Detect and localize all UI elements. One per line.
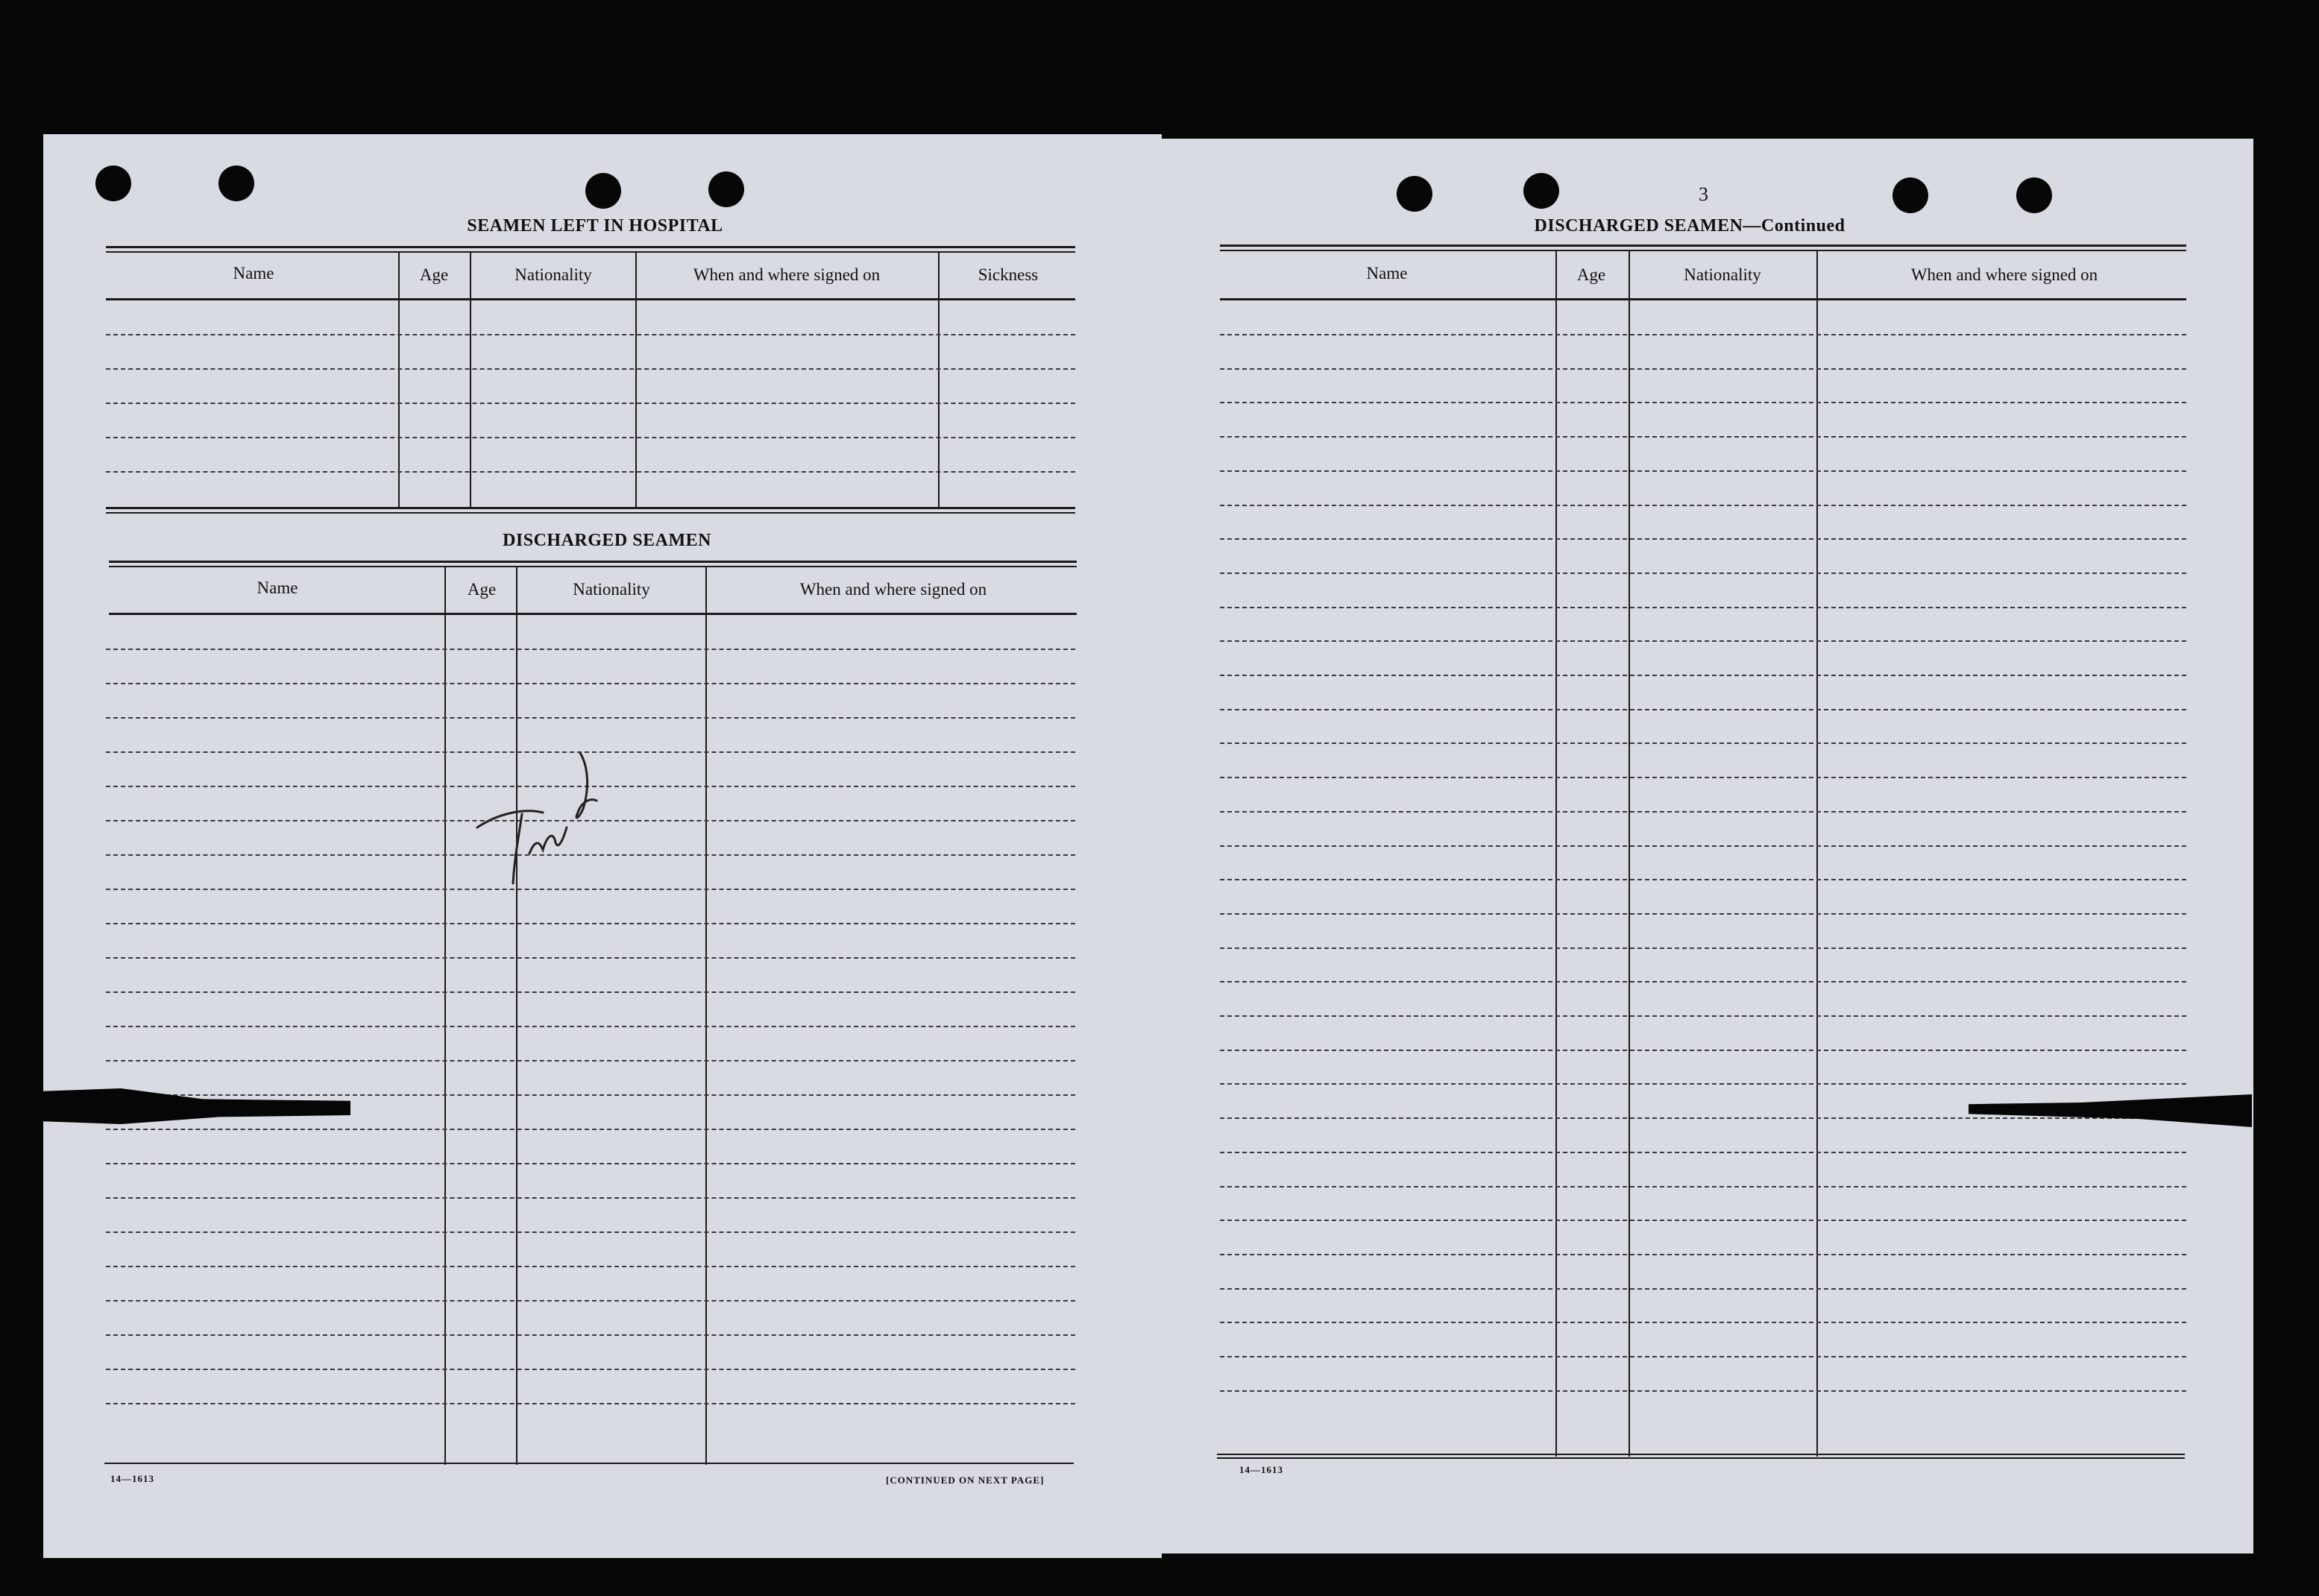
table-bottom-rule bbox=[1217, 1457, 2185, 1459]
entry-line bbox=[106, 368, 1075, 370]
entry-line bbox=[106, 471, 1075, 473]
entry-line bbox=[1220, 640, 2186, 642]
page-number: 3 bbox=[1699, 183, 1708, 205]
column-header-name: Name bbox=[233, 264, 274, 283]
table-top-rule bbox=[106, 251, 1075, 253]
entry-line bbox=[106, 1163, 1075, 1164]
entry-line bbox=[1220, 334, 2186, 335]
entry-line bbox=[1220, 845, 2186, 847]
header-rule bbox=[109, 613, 1077, 615]
entry-line bbox=[1220, 1220, 2186, 1221]
table-bottom-rule bbox=[106, 512, 1075, 514]
entry-line bbox=[106, 1403, 1075, 1404]
table-top-rule bbox=[109, 566, 1077, 567]
form-number: 14—1613 bbox=[1239, 1464, 1283, 1475]
entry-line bbox=[106, 1129, 1075, 1130]
entry-line bbox=[1220, 1015, 2186, 1017]
entry-line bbox=[1220, 947, 2186, 949]
entry-line bbox=[106, 923, 1075, 924]
punch-hole bbox=[2016, 177, 2052, 213]
column-divider bbox=[1555, 250, 1557, 1457]
column-header-nationality: Nationality bbox=[1684, 265, 1761, 284]
entry-line bbox=[1220, 368, 2186, 370]
column-header-age: Age bbox=[419, 265, 449, 284]
entry-line bbox=[1220, 1356, 2186, 1357]
entry-line bbox=[1220, 607, 2186, 608]
form-number: 14—1613 bbox=[110, 1473, 154, 1484]
column-header-sickness: Sickness bbox=[978, 265, 1039, 284]
discharged-continued-title: DISCHARGED SEAMEN—Continued bbox=[1534, 216, 1846, 236]
entry-line bbox=[106, 1197, 1075, 1199]
entry-line bbox=[106, 1060, 1075, 1062]
entry-line bbox=[106, 1266, 1075, 1267]
table-top-rule bbox=[1220, 250, 2186, 251]
table-bottom-rule bbox=[104, 1463, 1074, 1464]
column-header-name: Name bbox=[1366, 264, 1408, 283]
table-top-rule bbox=[109, 561, 1077, 563]
entry-line bbox=[106, 403, 1075, 404]
column-divider bbox=[705, 567, 707, 1465]
entry-line bbox=[1220, 436, 2186, 438]
entry-line bbox=[106, 683, 1075, 684]
entry-line bbox=[106, 717, 1075, 719]
entry-line bbox=[1220, 1186, 2186, 1187]
punch-hole bbox=[708, 171, 744, 207]
handwritten-initials bbox=[470, 738, 619, 895]
punch-hole bbox=[1397, 176, 1432, 212]
entry-line bbox=[1220, 811, 2186, 813]
continued-note: [CONTINUED ON NEXT PAGE] bbox=[886, 1474, 1045, 1486]
entry-line bbox=[106, 1094, 1075, 1096]
column-header-age: Age bbox=[467, 580, 497, 599]
entry-line bbox=[106, 1026, 1075, 1027]
entry-line bbox=[1220, 573, 2186, 574]
entry-line bbox=[106, 1231, 1075, 1233]
entry-line bbox=[106, 1369, 1075, 1370]
column-header-nationality: Nationality bbox=[515, 265, 592, 284]
entry-line bbox=[106, 1300, 1075, 1302]
entry-line bbox=[1220, 1083, 2186, 1085]
entry-line bbox=[1220, 1288, 2186, 1290]
entry-line bbox=[1220, 709, 2186, 710]
entry-line bbox=[106, 991, 1075, 993]
entry-line bbox=[1220, 777, 2186, 778]
column-header-signed-on: When and where signed on bbox=[799, 580, 987, 599]
entry-line bbox=[1220, 913, 2186, 915]
entry-line bbox=[1220, 675, 2186, 676]
column-header-age: Age bbox=[1576, 265, 1606, 284]
entry-line bbox=[1220, 981, 2186, 982]
punch-hole bbox=[1892, 177, 1928, 213]
table-bottom-rule bbox=[1217, 1454, 2185, 1455]
punch-hole bbox=[1523, 173, 1559, 209]
header-rule bbox=[106, 298, 1075, 300]
column-divider bbox=[1629, 250, 1630, 1457]
entry-line bbox=[1220, 879, 2186, 880]
entry-line bbox=[1220, 1152, 2186, 1153]
entry-line bbox=[1220, 1050, 2186, 1051]
table-top-rule bbox=[106, 246, 1075, 248]
entry-line bbox=[106, 957, 1075, 959]
column-divider bbox=[444, 567, 446, 1465]
entry-line bbox=[106, 649, 1075, 650]
hospital-section-title: SEAMEN LEFT IN HOSPITAL bbox=[467, 216, 723, 236]
entry-line bbox=[106, 1334, 1075, 1336]
discharged-section-title: DISCHARGED SEAMEN bbox=[503, 531, 711, 550]
punch-hole bbox=[585, 173, 621, 209]
table-bottom-rule bbox=[106, 507, 1075, 509]
punch-hole bbox=[218, 165, 254, 201]
entry-line bbox=[1220, 1390, 2186, 1392]
entry-line bbox=[1220, 402, 2186, 403]
column-header-name: Name bbox=[257, 578, 298, 597]
entry-line bbox=[1220, 470, 2186, 472]
column-divider bbox=[1816, 250, 1818, 1457]
entry-line bbox=[1220, 742, 2186, 744]
entry-line bbox=[106, 437, 1075, 438]
entry-line bbox=[1220, 1254, 2186, 1255]
column-header-signed-on: When and where signed on bbox=[693, 265, 881, 284]
entry-line bbox=[1220, 505, 2186, 506]
entry-line bbox=[1220, 1322, 2186, 1323]
entry-line bbox=[1220, 1117, 2186, 1119]
entry-line bbox=[1220, 538, 2186, 540]
header-rule bbox=[1220, 298, 2186, 300]
punch-hole bbox=[95, 165, 131, 201]
entry-line bbox=[106, 334, 1075, 335]
column-header-signed-on: When and where signed on bbox=[1910, 265, 2098, 284]
table-top-rule bbox=[1220, 245, 2186, 247]
column-header-nationality: Nationality bbox=[573, 580, 650, 599]
column-divider bbox=[516, 567, 517, 1465]
